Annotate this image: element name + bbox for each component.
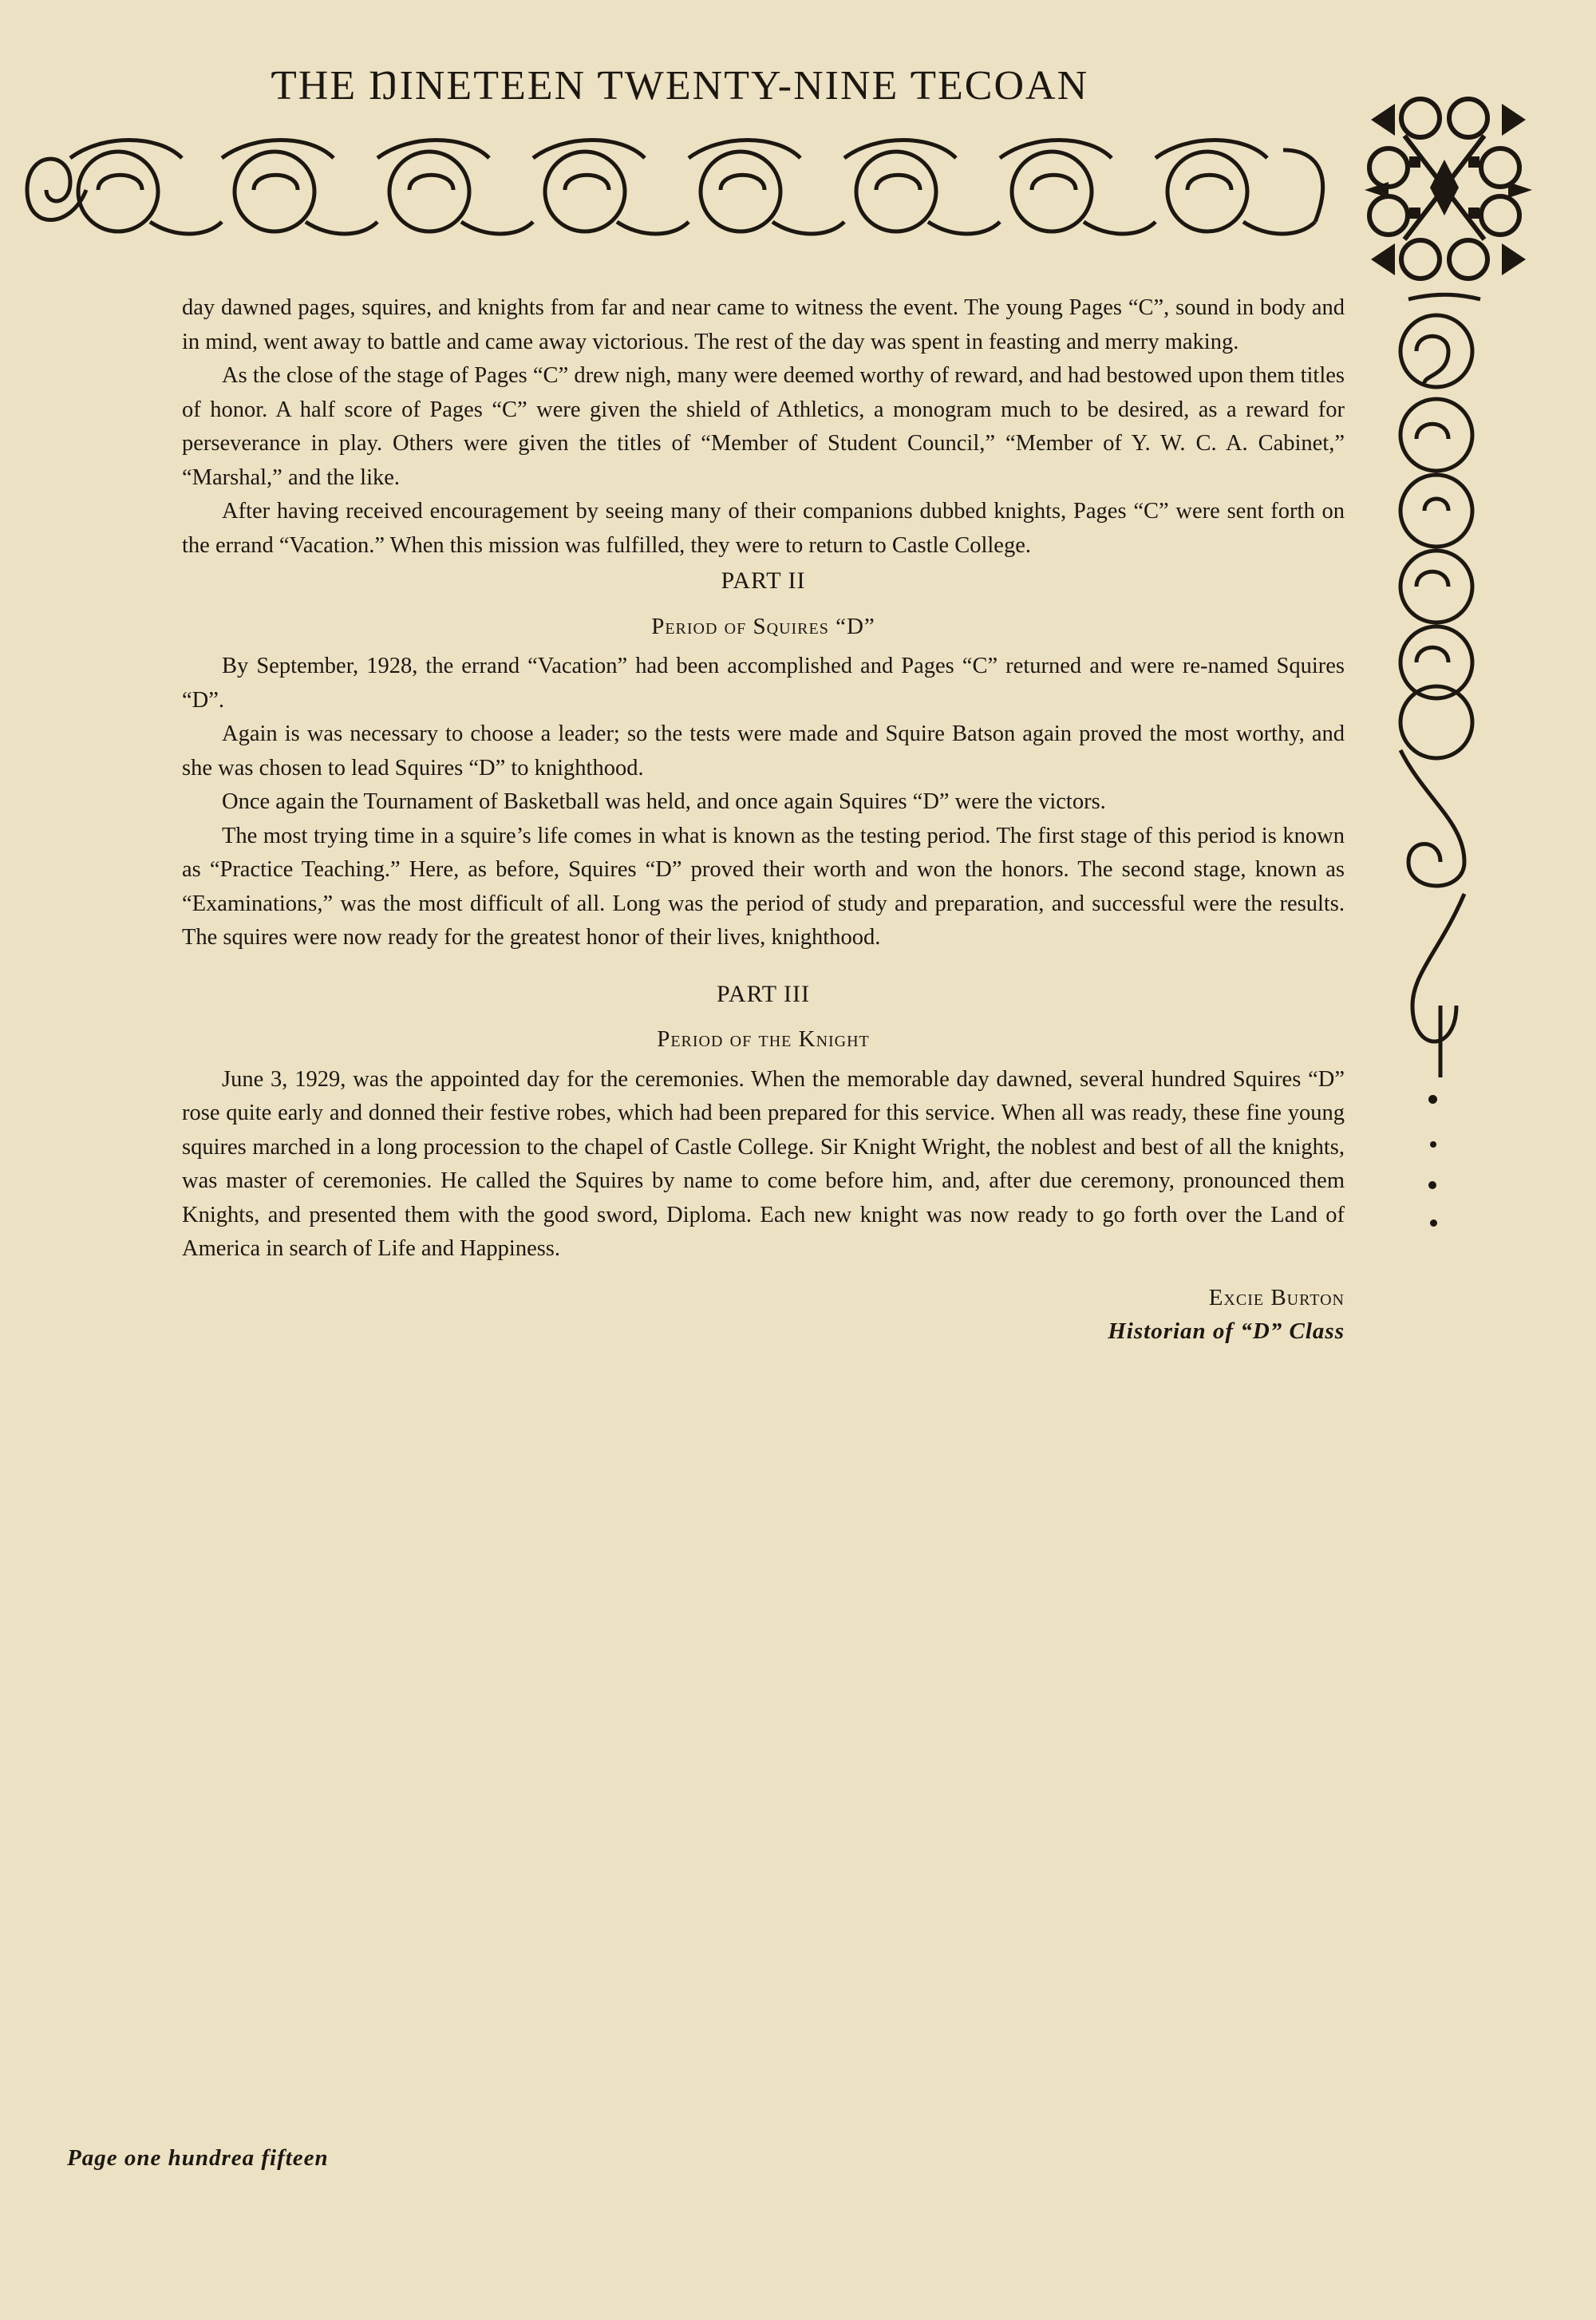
page-number-footer: Page one hundrea fifteen xyxy=(67,2145,329,2171)
part-ii-heading: PART II xyxy=(721,567,806,594)
signature-block xyxy=(182,1281,1345,1349)
corner-ornament xyxy=(1357,88,1540,287)
paragraph: day dawned pages, squires, and knights from far and near came to witness the event. The young Pages “C”, sound in body and in mind, went away to battle and came away victorious. The rest of the day was spent in feasting and merry making. xyxy=(182,295,1345,354)
side-ornament-dots xyxy=(1420,1085,1444,1245)
article-body xyxy=(182,291,1345,1349)
part-ii-subheading: Period of Squires “D” xyxy=(651,613,875,639)
paragraph: As the close of the stage of Pages “C” drew nigh, many were deemed worthy of reward, and had bestowed upon them titles of honor. A half score of Pages “C” were given the shield of Athletics, a monogram much to be desired, as a reward for perseverance in play. Others were given the titles of “Member of Student Council,” “Member of Y. W. C. A. Cabinet,” “Marshal,” and the like. xyxy=(182,363,1345,490)
author-name: Excie Burton xyxy=(1208,1284,1345,1310)
scroll-ornament-band xyxy=(22,134,1347,246)
page-header-title: ƬHE ŊINETEEN ƬWENTY-NINE ƬECOAN xyxy=(271,63,1089,109)
paragraph: By September, 1928, the errand “Vacation” had been accomplished and Pages “C” returned and were re-named Squires “D”. xyxy=(182,654,1345,713)
paragraph: June 3, 1929, was the appointed day for the ceremonies. When the memorable day dawned, several hundred Squires “D” rose quite early and donned their festive robes, which had been prepared for this service. When all was ready, these fine young squires marched in a long procession to the chapel of Castle College. Sir Knight Wright, the noblest and best of all the knights, was master of ceremonies. He called the Squires by name to come before him, and, after due ceremony, pronounced them Knights, and presented them with the good sword, Diploma. Each new knight was now ready to go forth over the Land of America in search of Life and Happiness. xyxy=(182,1066,1345,1261)
side-scroll-ornament xyxy=(1393,287,1488,1085)
paragraph: The most trying time in a squire’s life comes in what is known as the testing period. The first stage of this period is known as “Practice Teaching.” Here, as before, Squires “D” proved their worth and won the honors. The second stage, known as “Examinations,” was the most difficult of all. Long was the period of study and preparation, and successful were the results. The squires were now ready for the greatest honor of their lives, knighthood. xyxy=(182,823,1345,950)
author-title: Historian of “D” Class xyxy=(1108,1318,1345,1344)
part-iii-subheading: Period of the Knight xyxy=(657,1026,870,1052)
part-iii-heading: PART III xyxy=(716,980,811,1007)
paragraph: Again is was necessary to choose a leader; so the tests were made and Squire Batson again proved the most worthy, and she was chosen to lead Squires “D” to knighthood. xyxy=(182,721,1345,781)
paragraph: Once again the Tournament of Basketball was held, and once again Squires “D” were the victors. xyxy=(222,789,1106,814)
paragraph: After having received encouragement by seeing many of their companions dubbed knights, Pages “C” were sent forth on the errand “Vacation.” When this mission was fulfilled, they were to return to Castle College. xyxy=(182,499,1345,558)
